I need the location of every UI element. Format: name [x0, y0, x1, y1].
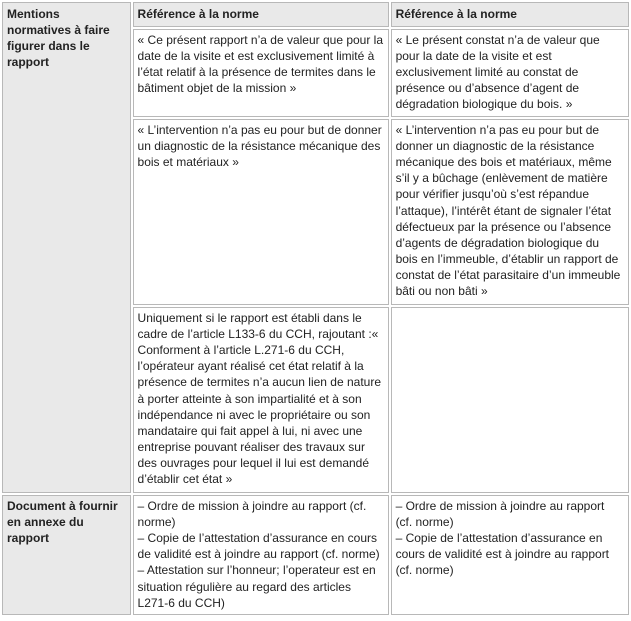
annex-right-item: – Ordre de mission à joindre au rapport (cf. norme) — [395, 499, 605, 530]
cell-mention-2-left: « L’intervention n’a pas eu pour but de donner un diagnostic de la résistance mécanique des bois et matériaux » — [133, 119, 389, 305]
column-header-reference-right: Référence à la norme — [391, 2, 629, 27]
cell-mention-3-right — [391, 307, 629, 493]
annex-row — [2, 495, 629, 615]
annex-left-item: – Ordre de mission à joindre au rapport (cf. norme) — [137, 499, 367, 530]
header-row — [2, 2, 629, 27]
column-header-reference-left: Référence à la norme — [133, 2, 389, 27]
cell-mention-2-right: « L’intervention n’a pas eu pour but de donner un diagnostic de la résistance mécanique des bois et matériaux, même s’il y a bûchage (enlèvement de matière pour vérifier jusqu’où s’est répandue l’attaque), l’intérêt étant de signaler l’état défectueux par la présence ou l’absence d’agents de dégradation biologique du bois en l’immeuble, d’établir un rapport de constat de l’état parasitaire d’un immeuble bâti ou non bâti » — [391, 119, 629, 305]
cell-mention-1-left: « Ce présent rapport n’a de valeur que pour la date de la visite et est exclusivement limité à l’état relatif à la présence de termites dans le bâtiment objet de la mission » — [133, 29, 389, 117]
row-header-mentions: Mentions normatives à faire figurer dans le rapport — [2, 2, 131, 493]
annex-left-item: – Attestation sur l’honneur; l’operateur est en situation régulière au regard des articles L271-6 du CCH) — [137, 563, 376, 610]
cell-mention-3-left: Uniquement si le rapport est établi dans le cadre de l’article L133-6 du CCH, rajoutant :« Conforment à l’article L.271-6 du CCH, l’opérateur ayant réalisé cet état relatif à la présence de termites n’a aucun lien de nature à porter atteinte à son impartialité et à son indépendance ni avec le propriétaire ou son mandataire qui fait appel à lui, ni avec une entreprise pouvant réaliser des travaux sur des ouvrages pour lequel il lui est demandé d’établir cet état » — [133, 307, 389, 493]
row-header-annex: Document à fournir en annexe du rapport — [2, 495, 131, 615]
cell-annex-right — [391, 495, 629, 615]
cell-annex-left — [133, 495, 389, 615]
cell-mention-1-right: « Le présent constat n’a de valeur que pour la date de la visite et est exclusivement limité au constat de présence ou d’absence d’agent de dégradation biologique du bois. » — [391, 29, 629, 117]
annex-right-item: – Copie de l’attestation d’assurance en cours de validité est à joindre au rapport (cf. norme) — [395, 531, 610, 578]
annex-left-item: – Copie de l’attestation d’assurance en cours de validité est à joindre au rapport (cf. norme) — [137, 531, 380, 562]
